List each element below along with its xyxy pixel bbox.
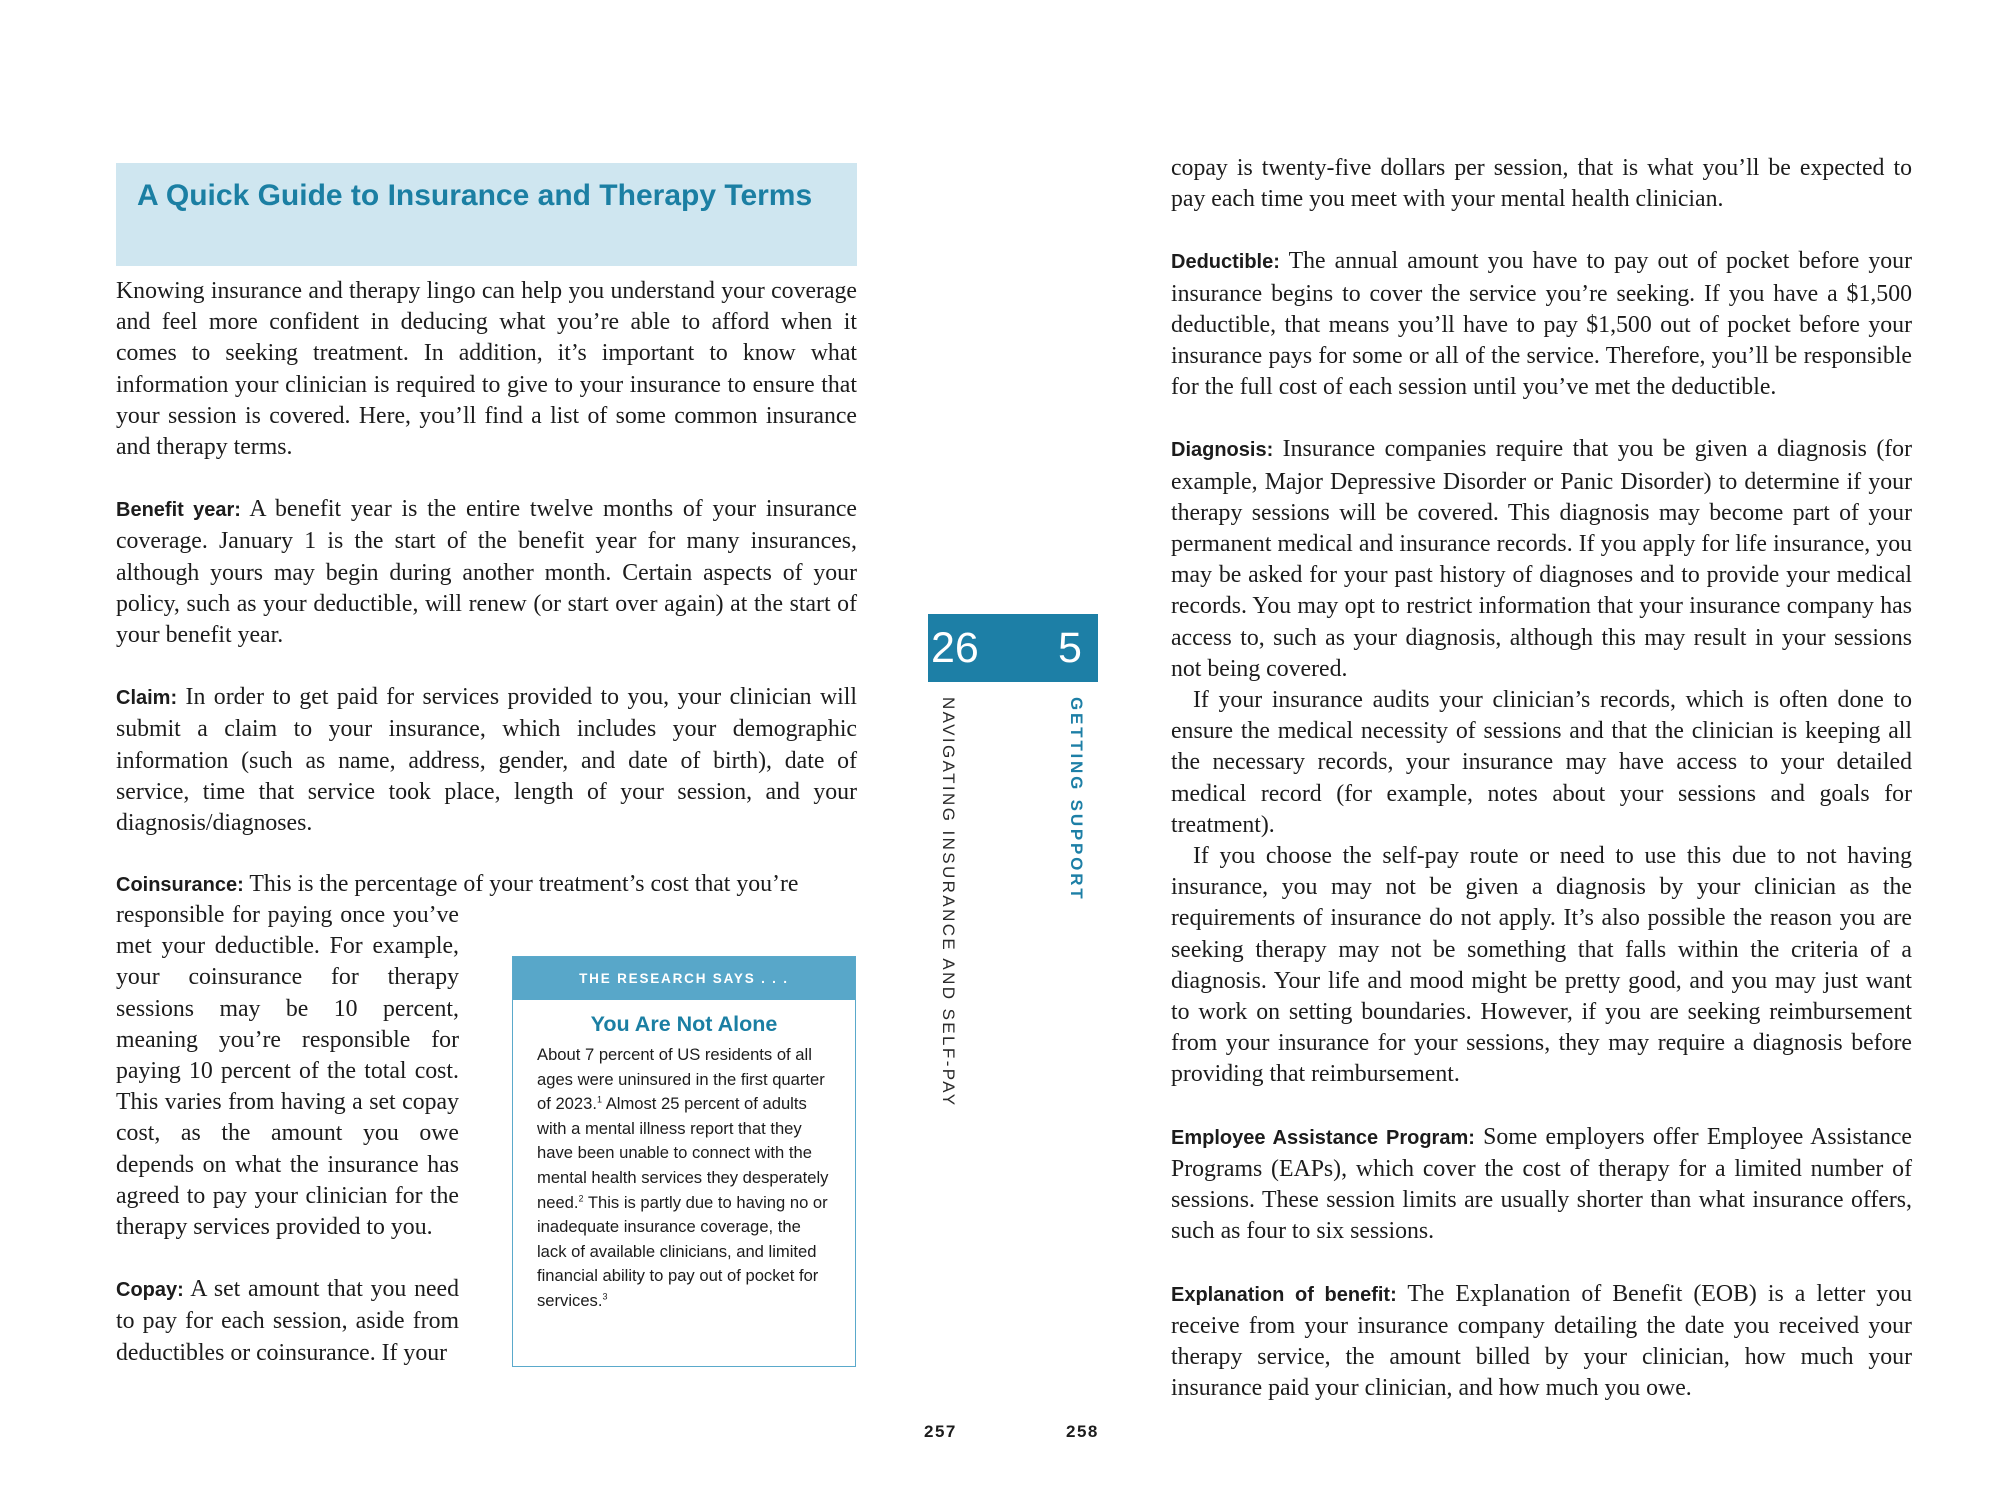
term-label: Benefit year: xyxy=(116,499,241,522)
term-label: Coinsurance: xyxy=(116,874,244,896)
page-number-right: 258 xyxy=(1066,1422,1099,1441)
copay-continued: copay is twenty-five dollars per session, that is what you’ll be expected to pay each time you meet with your mental health clinician. xyxy=(1171,155,1912,213)
term-definition: The annual amount you have to pay out of pocket before your insurance begins to cover the service you’re seeking. If you have a $1,500 deductible, that means you’ll have to pay $1,500 out of pocket before your insurance pays for some or all of the service. Therefore, you’ll be responsible for the full cost of each session until you’ve met the deductible. xyxy=(1171,248,1912,401)
copay-entry xyxy=(116,1274,459,1369)
part-number-right: 5 xyxy=(1058,624,1082,672)
eap-entry xyxy=(1171,1122,1912,1248)
coinsurance-entry-continued: responsible for paying once you’ve met your deductible. For example, your coinsurance for therapy sessions may be 10 percent, meaning you’re responsible for paying 10 percent of the total cost. This varies from having a set copay cost, as the amount you owe depends on what the insurance has agreed to pay your clinician for the therapy services provided to you. xyxy=(116,902,459,1241)
running-head-right: GETTING SUPPORT xyxy=(1067,697,1086,902)
term-definition: A set amount that you need to pay for each session, aside from deductibles or coinsurance. If your xyxy=(116,1276,459,1366)
section-heading: A Quick Guide to Insurance and Therapy Terms xyxy=(137,179,813,212)
term-definition: Insurance companies require that you be given a diagnosis (for example, Major Depressive Disorder or Panic Disorder) to determine if your therapy sessions will be covered. This diagnosis may become part of your permanent medical and insurance records. If you apply for life insurance, you may be asked for your past history of diagnoses and to provide your medical records. You may opt to restrict information that your insurance company has access to, such as your diagnosis, although this may result in your sessions not being covered. xyxy=(1171,436,1912,682)
page-number-left: 257 xyxy=(924,1422,957,1441)
research-sidebar xyxy=(512,956,856,1367)
sidebar-band-label: THE RESEARCH SAYS . . . xyxy=(513,957,855,1000)
sidebar-title: You Are Not Alone xyxy=(590,1012,778,1036)
footnote-ref: 1 xyxy=(596,1094,602,1105)
right-page xyxy=(1000,0,2000,1500)
term-label: Diagnosis: xyxy=(1171,439,1274,462)
benefit-year-entry xyxy=(116,494,857,651)
term-label: Copay: xyxy=(116,1279,184,1302)
sidebar-body xyxy=(537,1043,833,1314)
term-definition: The Explanation of Benefit (EOB) is a letter you receive from your insurance company detailing the date you received your therapy service, the amount billed by your clinician, how much your insurance paid your clinician, and how much you owe. xyxy=(1171,1280,1912,1402)
sidebar-text: Almost 25 percent of adults with a mental illness report that they have been unable to connect with the mental health services they desperately need. xyxy=(537,1094,829,1212)
sidebar-text: This is partly due to having no or inadequate insurance coverage, the lack of available clinicians, and limited financial ability to pay out of pocket for services. xyxy=(537,1192,828,1310)
term-definition: A benefit year is the entire twelve months of your insurance coverage. January 1 is the start of the benefit year for many insurances, although yours may begin during another month. Certain aspects of your policy, such as your deductible, will renew (or start over again) at the start of your benefit year. xyxy=(116,496,857,649)
term-label: Employee Assistance Program: xyxy=(1171,1126,1475,1149)
narrow-text-column xyxy=(116,900,459,1400)
right-text-column xyxy=(1171,153,1912,1435)
term-definition: This is the percentage of your treatment’s cost that you’re xyxy=(243,871,799,897)
intro-paragraph: Knowing insurance and therapy lingo can help you understand your coverage and feel more confident in deducing what you’re able to afford when it comes to seeking treatment. In addition, it’s important to know what information your clinician is required to give to your insurance to ensure that your session is covered. Here, you’ll find a list of some common insurance and therapy terms. xyxy=(116,278,857,461)
term-label: Explanation of benefit: xyxy=(1171,1283,1397,1306)
diagnosis-entry xyxy=(1171,434,1912,685)
eob-entry xyxy=(1171,1279,1912,1405)
diagnosis-paragraph-2: If your insurance audits your clinician’s records, which is often done to ensure the medical necessity of sessions and that the clinician is keeping all the necessary records, your insurance may have access to your detailed medical record (for example, notes about your sessions and goals for treatment). xyxy=(1171,687,1912,838)
coinsurance-entry-lead xyxy=(116,869,840,901)
claim-entry xyxy=(116,682,857,839)
chapter-number-left: 26 xyxy=(931,624,979,672)
term-definition: Some employers offer Employee Assistance Programs (EAPs), which cover the cost of therapy for a limited number of sessions. These session limits are usually shorter than what insurance offers, such as four to six sessions. xyxy=(1171,1123,1912,1245)
sidebar-text: About 7 percent of US residents of all ages were uninsured in the first quarter of 2023. xyxy=(537,1045,825,1114)
term-definition: In order to get paid for services provided to you, your clinician will submit a claim to your insurance, which includes your demographic information (such as name, address, gender, and date of birth), date of service, time that service took place, length of your session, and your diagnosis/diagnoses. xyxy=(116,684,857,837)
deductible-entry xyxy=(1171,246,1912,403)
footnote-ref: 2 xyxy=(578,1193,584,1204)
diagnosis-paragraph-3: If you choose the self-pay route or need to use this due to not having insurance, you may not be given a diagnosis by your clinician as the requirements of insurance do not apply. It’s also possible the reason you are seeking therapy may not be something that falls within the criteria of a diagnosis. Your life and mood might be pretty good, and you may just want to work on setting boundaries. However, if you are seeking reimbursement from your insurance for your sessions, they may require a diagnosis before providing that reimbursement. xyxy=(1171,843,1912,1088)
footnote-ref: 3 xyxy=(602,1291,608,1302)
section-header-band xyxy=(116,163,857,266)
running-head-left: NAVIGATING INSURANCE AND SELF-PAY xyxy=(939,697,958,1108)
term-label: Deductible: xyxy=(1171,251,1280,274)
term-label: Claim: xyxy=(116,687,178,710)
left-text-column xyxy=(116,276,857,870)
